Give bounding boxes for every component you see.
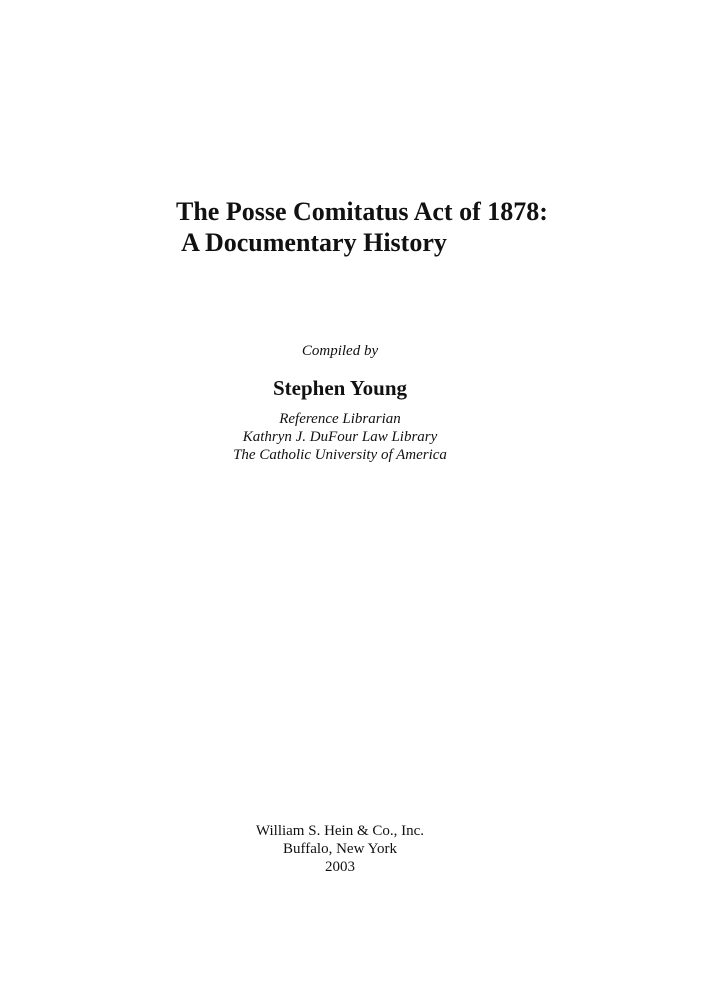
author-library: Kathryn J. DuFour Law Library — [242, 429, 438, 445]
publication-year: 2003 — [325, 859, 355, 875]
author-name: Stephen Young — [272, 376, 408, 400]
compiled-by-label: Compiled by — [301, 343, 379, 359]
author-university: The Catholic University of America — [233, 447, 447, 463]
publisher-name: William S. Hein & Co., Inc. — [255, 823, 425, 839]
publisher-location: Buffalo, New York — [283, 841, 397, 857]
book-title-line-2: A Documentary History — [181, 228, 447, 257]
author-title: Reference Librarian — [279, 411, 401, 427]
book-title-line-1: The Posse Comitatus Act of 1878: — [176, 197, 548, 226]
